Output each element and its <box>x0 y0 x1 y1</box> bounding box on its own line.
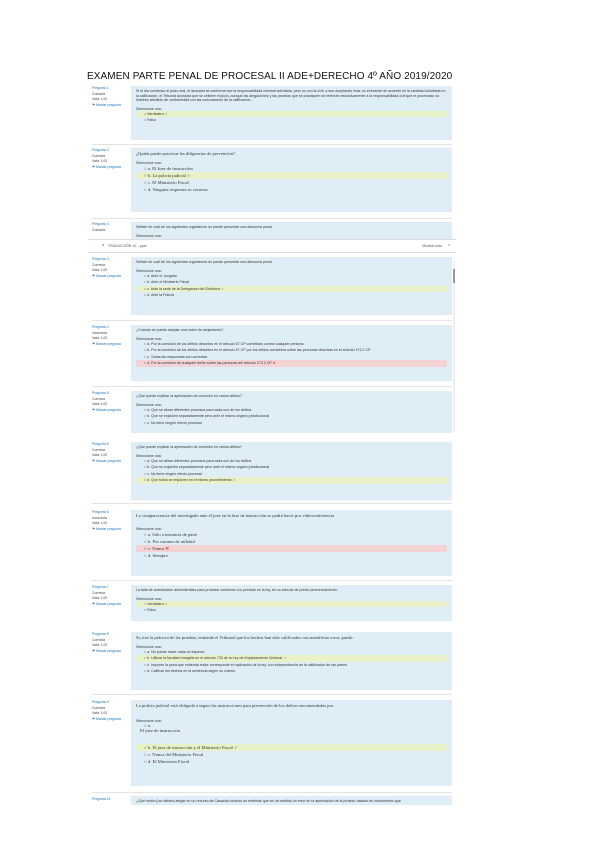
question-number: Pregunta 8 <box>92 632 109 636</box>
flag-question-button[interactable]: ⚑ Marcar pregunta <box>92 601 121 606</box>
answer-option[interactable]: ○ c. Ante la sede de la Delegación del Gobierno ✓ <box>136 286 447 293</box>
question-info <box>92 632 130 654</box>
status-correct: Correcta <box>92 396 106 401</box>
check-icon: ✓ <box>232 478 236 483</box>
question-text: ¿Qué puede explicar la apreciación de conexión en varios delitos? <box>136 394 242 398</box>
question-box <box>131 585 452 621</box>
question-text: La comparecencia del investigado ante el juez en la fase de instrucción se podrá hacer por videoconferencia <box>136 513 334 518</box>
answer-option[interactable]: ○ c. No tiene ningún efecto procesal <box>144 471 202 476</box>
status-correct: Correcta <box>92 262 106 267</box>
answer-option[interactable]: ○ Verdadero ✓ <box>136 601 447 608</box>
answer-option[interactable]: ○ d. El Ministerio Fiscal <box>144 758 190 764</box>
answer-option[interactable]: ○ Falso <box>144 608 156 613</box>
score: Valor 1,00 <box>92 402 108 406</box>
answer-option[interactable]: ○ a. No puede hacer nada al respecto. <box>144 649 206 654</box>
status-correct: Correcta <box>92 590 106 595</box>
check-icon: ✓ <box>187 172 191 178</box>
question-text: ¿Quién puede practicar las diligencias de prevención? <box>136 151 235 156</box>
status-correct: Correcta <box>92 227 106 232</box>
question-5 <box>88 389 456 433</box>
question-box <box>131 148 452 212</box>
answer-option[interactable]: ○ Verdadero ✓ <box>136 111 447 118</box>
screenshot-questions-3-5 <box>88 255 456 433</box>
question-number: Pregunta 5 <box>92 391 109 395</box>
score: Valor 1,00 <box>92 97 108 101</box>
answer-option[interactable]: ○ b. Que se enjuicien separadamente pero ante el mismo órgano jurisdiccional <box>144 465 270 470</box>
question-box <box>131 86 452 140</box>
cross-icon: ✕ <box>165 545 170 551</box>
score: Valor 1,00 <box>92 336 108 340</box>
select-one-label: Seleccione una: <box>136 233 162 238</box>
flag-icon: ⚑ <box>92 601 96 606</box>
status-correct: Correcta <box>92 153 106 158</box>
question-4 <box>88 323 456 383</box>
question-box <box>131 632 452 690</box>
question-number: Pregunta 6 <box>92 510 109 514</box>
answer-option[interactable]: ○ b. Ante el Ministerio Fiscal <box>144 280 189 285</box>
flag-icon: ⚑ <box>92 407 96 412</box>
question-number: Pregunta 2 <box>92 148 109 152</box>
question-info <box>92 797 130 803</box>
question-7 <box>88 583 456 621</box>
file-icon: ● <box>102 243 105 247</box>
download-bar <box>88 239 456 253</box>
answer-option[interactable]: ○ d. Siempre <box>144 552 168 558</box>
answer-option[interactable]: ○ Falso <box>144 118 156 123</box>
show-all-button[interactable]: Mostrar todo <box>422 244 442 248</box>
question-text: ¿Qué motivo] se deberá alegar en un recurso de Casación cuando se entiende que se ha existido un error en la apreciación de la prueba, basado en documentos que <box>136 799 401 803</box>
score: Valor 1,00 <box>92 159 108 163</box>
select-one-label: Seleccione una: <box>136 402 162 407</box>
answer-option[interactable]: ○ c. Nunca del Ministerio Fiscal <box>144 751 204 757</box>
question-box <box>131 222 452 239</box>
select-one-label: Seleccione una: <box>136 160 162 165</box>
select-one-label: Seleccione una: <box>136 526 162 531</box>
status-correct: Correcta <box>92 91 106 96</box>
flag-icon: ⚑ <box>92 164 96 169</box>
close-icon[interactable]: × <box>447 243 450 247</box>
select-one-label: Seleccione una: <box>136 596 162 601</box>
question-1 <box>88 84 456 142</box>
answer-option[interactable]: ○ c. El Ministerio Fiscal <box>144 179 189 185</box>
answer-option[interactable]: ○ a. Que se abran diferentes procesos para cada uno de los delitos <box>144 407 252 412</box>
flag-question-button[interactable]: ⚑ Marcar pregunta <box>92 458 121 463</box>
answer-option[interactable]: ○ d. Ninguna respuesta es correcta. <box>144 186 209 192</box>
status-incorrect: Incorrecta <box>92 515 108 520</box>
select-one-label: Seleccione una: <box>136 718 162 723</box>
question-text: ¿Qué puede explicar la apreciación de conexión en varios delitos? <box>136 445 242 449</box>
status-correct: Correcta <box>92 705 106 710</box>
question-box <box>131 257 452 315</box>
select-one-label: Seleccione una: <box>136 336 162 341</box>
question-info <box>92 391 130 413</box>
question-text: ¿Cuándo se puede adoptar una orden de alejamiento? <box>136 328 224 332</box>
question-2 <box>88 146 456 214</box>
flag-icon: ⚑ <box>92 102 96 107</box>
question-box <box>131 510 452 576</box>
flag-icon: ⚑ <box>92 458 96 463</box>
question-number: Pregunta 1 <box>92 86 109 90</box>
select-one-label: Seleccione una: <box>136 453 162 458</box>
answer-option[interactable]: ○ b. La policía judicial ✓ <box>136 172 447 179</box>
check-icon: ✓ <box>221 286 225 291</box>
score: Valor 1,00 <box>92 268 108 272</box>
answer-option[interactable]: ○ d. Ante la Policía <box>144 293 174 298</box>
flag-question-button[interactable]: ⚑ Marcar pregunta <box>92 716 121 721</box>
answer-option[interactable]: ○ c. Nunca ✕ <box>136 545 447 552</box>
download-filename[interactable]: TRADUCCIÓN 10....pptx <box>108 244 147 248</box>
answer-option[interactable]: ○ d. Que todos se enjuicien en el mismo procedimiento ✓ <box>136 477 447 484</box>
page-title: EXAMEN PARTE PENAL DE PROCESAL II ADE+DERECHO 4º AÑO 2019/2020 <box>87 71 453 82</box>
answer-option[interactable]: ○ a. Que se abran diferentes procesos para cada uno de los delitos <box>144 458 252 463</box>
answer-option[interactable]: ○ b. Por la comisión de los delitos descritos en el artículo 57 CP por los delitos cometidos sobre las personas descritas en el artículo 173.2 CP <box>144 348 371 353</box>
flag-icon: ⚑ <box>92 648 96 653</box>
answer-option[interactable]: ○ c. Todas las respuestas son correctas <box>144 354 208 359</box>
question-info <box>92 148 130 170</box>
flag-question-button[interactable]: ⚑ Marcar pregunta <box>92 407 121 412</box>
score: Valor 1,00 <box>92 453 108 457</box>
question-info <box>92 510 130 532</box>
flag-icon: ⚑ <box>92 716 96 721</box>
flag-question-button[interactable]: ⚑ Marcar pregunta <box>92 273 121 278</box>
answer-option[interactable]: ○ a. Sólo a instancia de parte <box>144 531 198 537</box>
question-3 <box>88 220 456 239</box>
question-number: Pregunta 4 <box>92 325 109 329</box>
question-10 <box>88 795 456 805</box>
question-box <box>131 442 452 500</box>
score: Valor 1,00 <box>92 711 108 715</box>
flag-question-button[interactable]: ⚑ Marcar pregunta <box>92 648 121 653</box>
question-9 <box>88 698 456 788</box>
answer-option[interactable]: ○ a. <box>144 722 152 728</box>
question-number: Pregunta 7 <box>92 585 109 589</box>
check-icon: ✓ <box>233 744 238 750</box>
check-icon: ✓ <box>164 111 168 116</box>
question-number: Pregunta 5 <box>92 442 109 446</box>
flag-question-button[interactable]: ⚑ Marcar pregunta <box>92 526 121 531</box>
score: Valor 1,00 <box>92 643 108 647</box>
question-info <box>92 325 130 347</box>
question-text: Si, tras la práctica de las pruebas, entiende el Tribunal que los hechos han sido calificados con manifiesto error, puede: <box>136 635 354 640</box>
question-info <box>92 585 130 607</box>
question-number: Pregunta 3 <box>92 222 109 226</box>
question-text: La falta de autorización administrativa para procesar conforme a lo previsto en la ley, es un artículo de previo pronunciamiento. <box>136 588 338 592</box>
flag-question-button[interactable]: ⚑ Marcar pregunta <box>92 341 121 346</box>
question-info <box>92 222 130 233</box>
question-box <box>131 700 452 786</box>
question-box <box>131 391 452 433</box>
select-one-label: Seleccione una: <box>136 644 162 649</box>
answer-option[interactable]: ○ c. No tiene ningún efecto procesal <box>144 420 202 425</box>
question-8 <box>88 630 456 690</box>
screenshot-questions-8-10 <box>88 630 456 805</box>
status-incorrect: Incorrecta <box>92 330 108 335</box>
screenshot-questions-1-3 <box>88 84 456 239</box>
select-one-label: Seleccione una: <box>136 106 162 111</box>
answer-option[interactable]: ○ b. Por razones de utilidad <box>144 538 195 544</box>
score: Valor 1,00 <box>92 596 108 600</box>
answer-option[interactable]: ○ d. Calificar los hechos en la sentencia según su criterio. <box>144 669 236 673</box>
flag-icon: ⚑ <box>92 273 96 278</box>
select-one-label: Seleccione una: <box>136 268 162 273</box>
flag-question-button[interactable]: ⚑ Marcar pregunta <box>92 102 121 107</box>
status-correct: Correcta <box>92 637 106 642</box>
flag-icon: ⚑ <box>92 526 96 531</box>
question-number: Pregunta 3 <box>92 257 109 261</box>
question-text: La policía judicial está obligada a seguir las instrucciones para prevención de los delitos encomendadas por <box>136 703 334 708</box>
question-text: Señale en cuál de los siguientes organismos no puede presentar una denuncia penal. <box>136 260 273 264</box>
status-correct: Correcta <box>92 447 106 452</box>
check-icon: ✓ <box>164 601 168 606</box>
answer-option[interactable]: ○ a. Ante el Juzgado <box>144 273 177 278</box>
question-info <box>92 700 130 722</box>
screenshot-questions-5-7 <box>88 440 456 623</box>
answer-option[interactable]: ○ b. Que se enjuicien separadamente pero ante el mismo órgano jurisdiccional <box>144 414 270 419</box>
question-number: Pregunta 9 <box>92 700 109 704</box>
question-info <box>92 257 130 279</box>
question-number: Pregunta 10 <box>92 797 111 801</box>
check-icon: ✓ <box>284 656 288 660</box>
answer-option[interactable]: ○ a. El Juez de instrucción <box>144 165 193 171</box>
question-text: Señale en cuál de los siguientes organismos no puede presentar una denuncia penal. <box>136 225 273 229</box>
question-box <box>131 796 452 805</box>
cross-icon: ✕ <box>272 361 276 366</box>
flag-icon: ⚑ <box>92 341 96 346</box>
score: Valor 1,00 <box>92 521 108 525</box>
option-text: El juez de instrucción <box>140 727 180 733</box>
answer-option[interactable]: ○ d. Por la comisión de cualquier delito sobre las personas del artículo 173.2 CP ✕ <box>136 360 447 367</box>
answer-option[interactable]: ○ a. Por la comisión de los delitos descritos en el artículo 57 CP cometidos contra cualquier persona <box>144 341 304 346</box>
answer-option[interactable]: ○ b. El juez de instrucción y el Ministerio Fiscal ✓ <box>136 744 447 751</box>
question-3 <box>88 255 456 317</box>
question-text: Si el día comienzo el juicio oral, el acusado se conforma con la responsabilidad criminal solicitada, pero no con la civil, a aun aceptando ésta, no estuviese de acuerdo en la cantidad solicitada en la calificación, el Tribunal acordará que se celebre el juicio, aunque las alegaciones y las pruebas que se practiquen se referirán exclusivamente a la responsabilidad civil que el procesado no hubiese admitido de conformidad con las conclusiones de la calificación. <box>136 89 446 103</box>
question-box <box>131 325 452 381</box>
answer-option[interactable]: ○ c. Imponer la pena que entienda mejor corresponde en aplicación de la ley, con independencia de la calificación de las partes. <box>144 662 348 667</box>
flag-question-button[interactable]: ⚑ Marcar pregunta <box>92 164 121 169</box>
question-5 <box>88 440 456 500</box>
question-info <box>92 86 130 108</box>
question-info <box>92 442 130 464</box>
answer-option[interactable]: ○ b. Utilizar la facultad recogida en el artículo 733 de la Ley de Enjuiciamiento Criminal. ✓ <box>136 655 447 662</box>
question-6 <box>88 508 456 578</box>
